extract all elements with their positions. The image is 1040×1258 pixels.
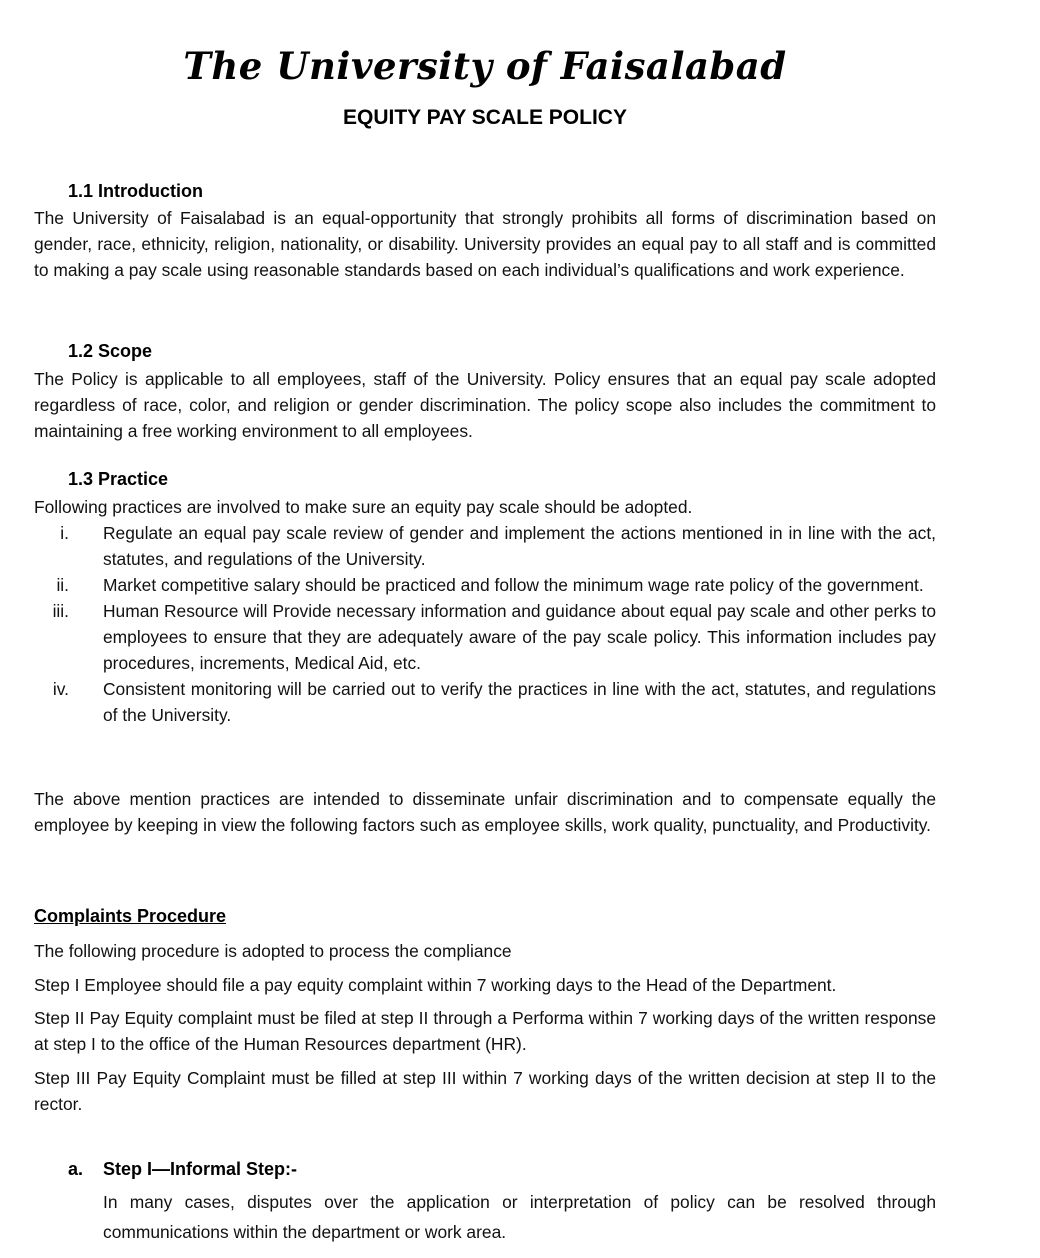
list-item — [34, 572, 936, 598]
list-item — [34, 676, 936, 728]
informal-step-heading — [68, 1159, 297, 1180]
introduction-heading: 1.1 Introduction — [68, 181, 203, 201]
complaint-step-1: Step I Employee should file a pay equity complaint within 7 working days to the Head of the Department. — [34, 975, 837, 995]
scope-text: The Policy is applicable to all employees, staff of the University. Policy ensures that an equal pay scale adopted regardless of race, color, and religion or gender discrimination. The policy scope also includes the commitment to maintaining a free working environment to all employees. — [34, 369, 936, 441]
list-item-text: Market competitive salary should be practiced and follow the minimum wage rate policy of the government. — [103, 575, 924, 595]
list-item-text: Consistent monitoring will be carried out to verify the practices in line with the act, statutes, and regulations of the University. — [103, 679, 936, 725]
list-item-text: Regulate an equal pay scale review of gender and implement the actions mentioned in in line with the act, statutes, and regulations of the University. — [103, 523, 936, 569]
policy-title: EQUITY PAY SCALE POLICY — [343, 106, 627, 129]
informal-step-text: In many cases, disputes over the application or interpretation of policy can be resolved through communications within the department or work area. — [103, 1192, 936, 1242]
list-item — [34, 520, 936, 572]
informal-step-letter: a. — [68, 1159, 84, 1179]
complaints-heading: Complaints Procedure — [34, 906, 227, 926]
practice-heading: 1.3 Practice — [68, 469, 169, 489]
list-item-number: i. — [60, 523, 69, 543]
practice-intro: Following practices are involved to make sure an equity pay scale should be adopted. — [34, 497, 693, 517]
introduction-text: The University of Faisalabad is an equal-opportunity that strongly prohibits all forms of discrimination based on gender, race, ethnicity, religion, nationality, or disability. University provides an equal pay to all staff and is committed to making a pay scale using reasonable standards based on each individual’s qualifications and work experience. — [34, 208, 936, 280]
list-item-number: ii. — [56, 575, 69, 595]
practice-list — [34, 520, 936, 728]
list-item-number: iv. — [52, 679, 69, 699]
university-name: The University of Faisalabad — [183, 44, 787, 88]
scope-heading: 1.2 Scope — [68, 341, 153, 361]
complaints-intro: The following procedure is adopted to process the compliance — [34, 941, 512, 961]
list-item — [34, 598, 936, 676]
list-item-text: Human Resource will Provide necessary information and guidance about equal pay scale and other perks to employees to ensure that they are adequately aware of the pay scale policy. This information includes pay procedures, increments, Medical Aid, etc. — [103, 601, 936, 673]
complaint-step-3: Step III Pay Equity Complaint must be filled at step III within 7 working days of the written decision at step II to the rector. — [34, 1068, 936, 1114]
practice-closing: The above mention practices are intended to disseminate unfair discrimination and to compensate equally the employee by keeping in view the following factors such as employee skills, work quality, punctuality, and Productivity. — [34, 789, 936, 835]
list-item-number: iii. — [52, 601, 69, 621]
informal-step-title: Step I—Informal Step:- — [103, 1159, 298, 1179]
complaint-step-2: Step II Pay Equity complaint must be filed at step II through a Performa within 7 working days of the written response at step I to the office of the Human Resources department (HR). — [34, 1008, 936, 1054]
